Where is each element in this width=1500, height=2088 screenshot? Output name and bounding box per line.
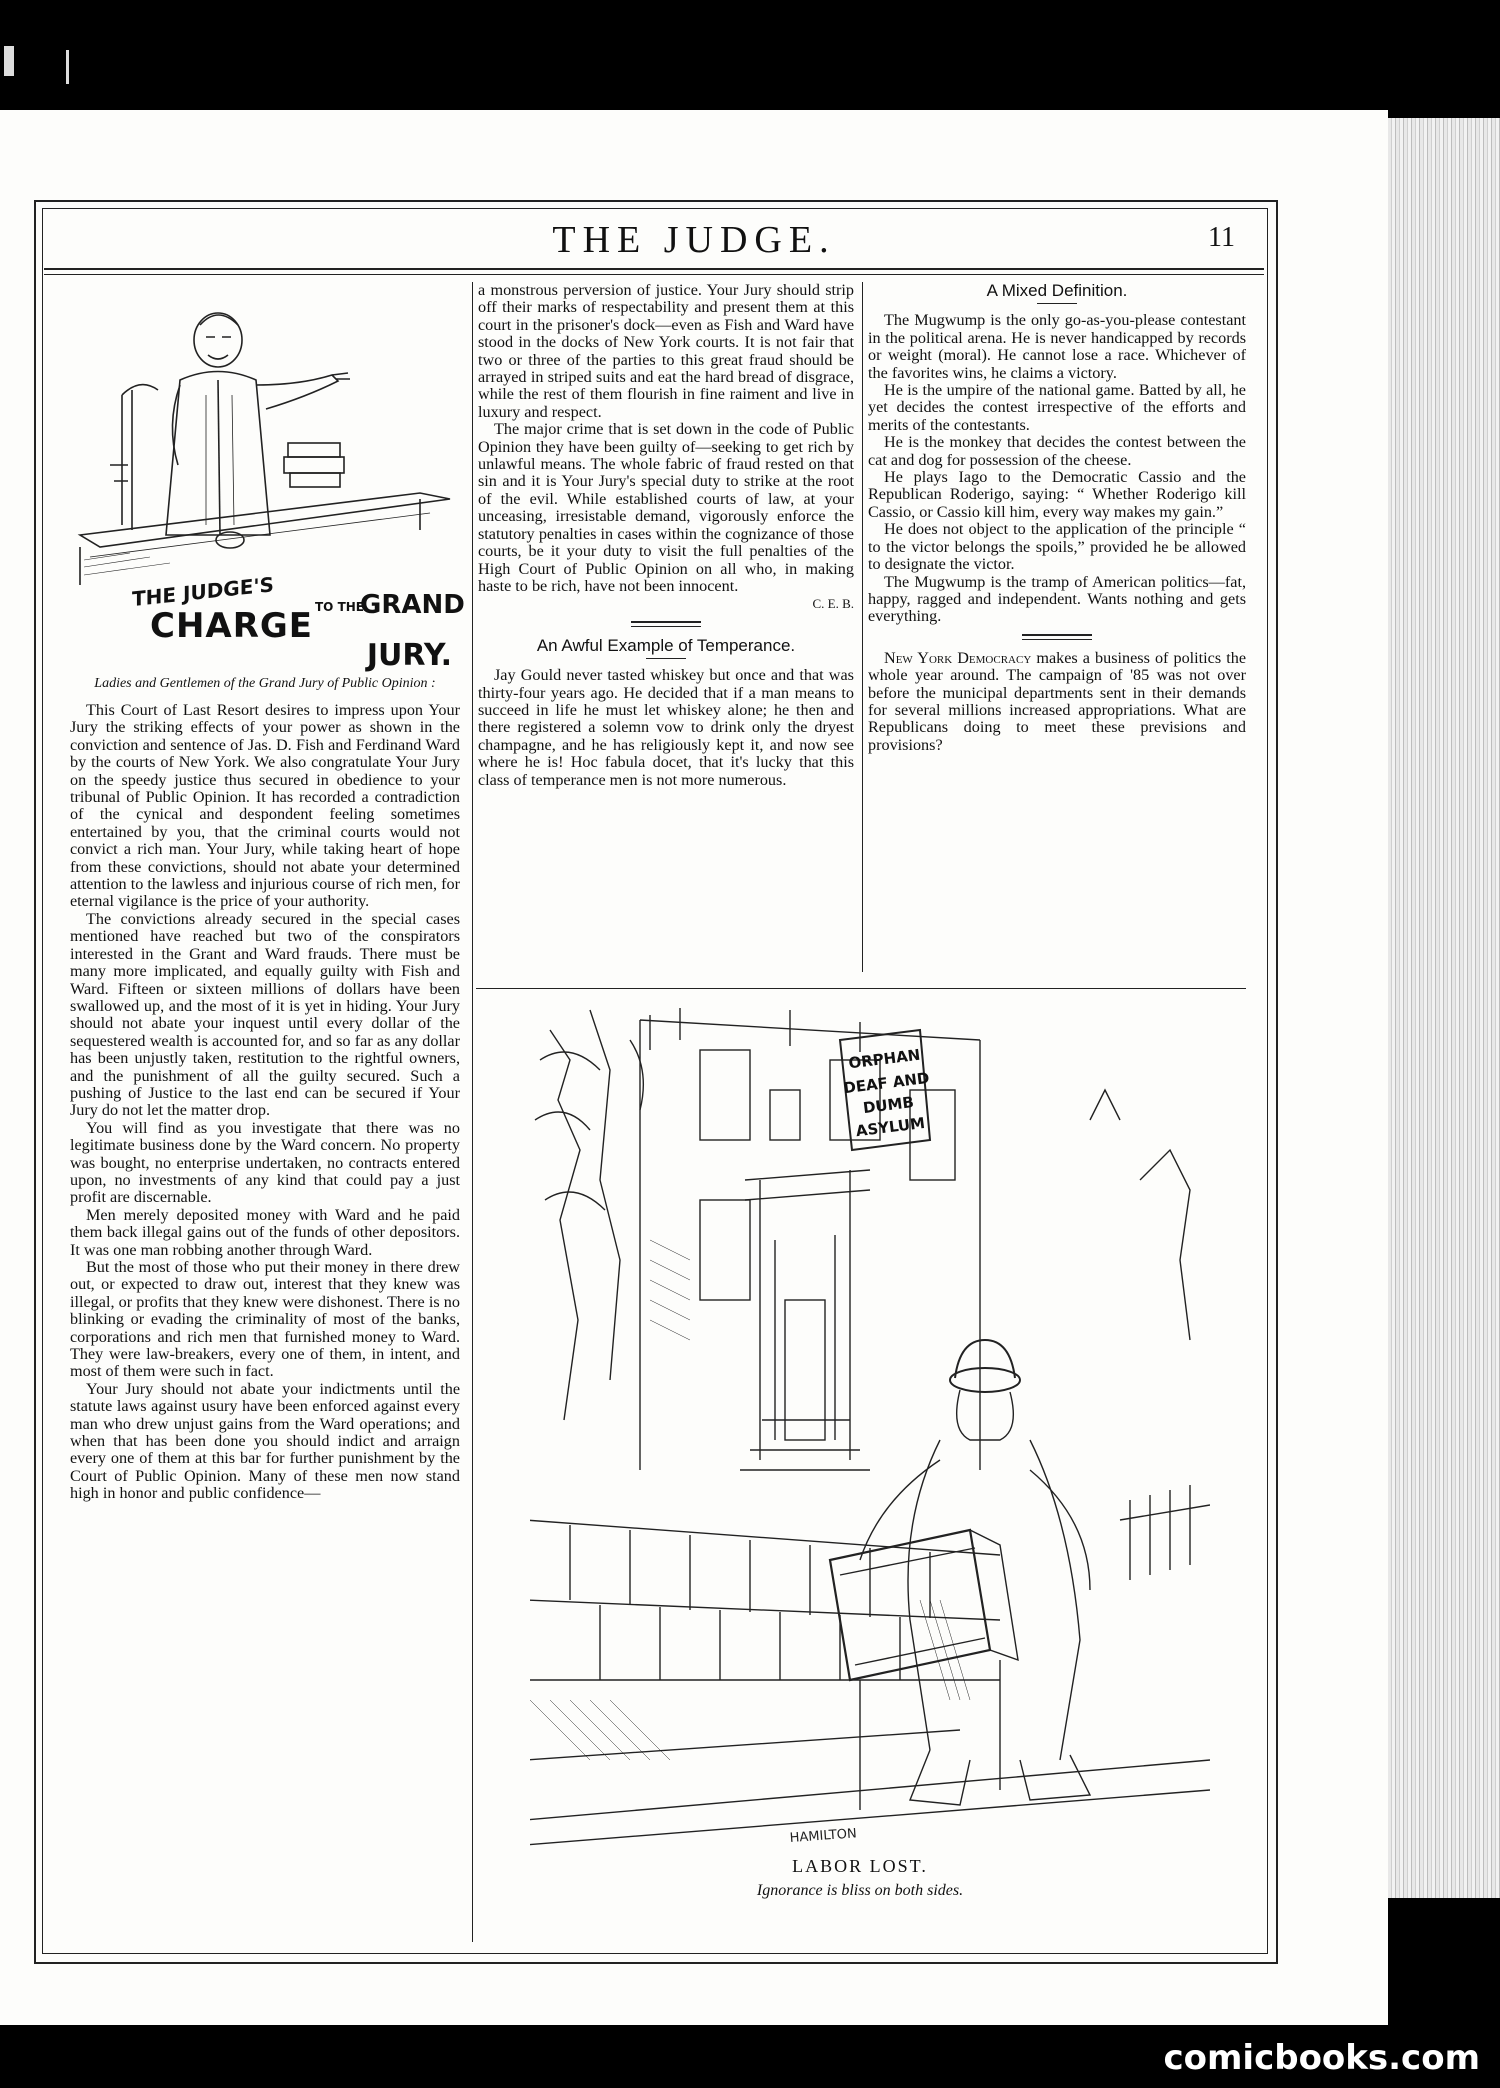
salutation: Ladies and Gentlemen of the Grand Jury of Public Opinion : [94,676,436,691]
cartoon-title-to-the: TO THE [315,600,364,614]
section-title-mixed-definition: A Mixed Definition. [986,281,1128,300]
paragraph: The convictions already secured in the special cases mentioned have reached but two of the conspirators interested in the Grant and Ward frauds. There must be many more implicated, and equally guilty with Fish and Ward. Fifteen or sixteen millions of dollars have been swallowed up, and the most of it is yet in hiding. Your Jury should not abate your inquest until every dollar of the sequestered wealth is accounted for, and so far as any dollar has been unjustly taken, restitution to the rightful owners, and the punishment of all the guilty secured. Such a pushing of Justice to the last end can be secured if Your Jury do not let the matter drop. [70,909,460,1120]
header-rule [44,268,1264,270]
column-2 [478,282,854,789]
asylum-sign-text [842,1046,930,1140]
labor-lost-illustration [530,1000,1210,1850]
paragraph: Your Jury should not abate your indictments until the statute laws against usury have been enforced against every man who drew unjust gains from the Ward operations; and when that has been done you should indict and arraign every one of them at this bar for further punishment by the Court of Public Opinion. Many of these men now stand high in honor and public confidence— [70,1379,460,1503]
column-rule [862,282,863,972]
paragraph: The Mugwump is the tramp of American politics—fat, happy, ragged and independent. Wants nothing and gets everything. [868,572,1246,626]
section-divider [631,621,701,627]
author-initials: C. E. B. [812,596,854,612]
section-title-temperance: An Awful Example of Temperance. [536,635,796,655]
header-rule-thin [44,274,1264,275]
scan-artifact [4,46,14,76]
paragraph: He is the umpire of the national game. Batted by all, he yet decides the contest irrespective of the efforts and merits of the contestants. [868,381,1246,434]
paragraph: Jay Gould never tasted whiskey but once and that was thirty-four years ago. He decided that if a man means to succeed in life he must let whiskey alone; he then and there registered a solemn vow to drink only the dryest champagne, and he has religiously kept it, and now see where he is! Hoc fabula docet, that it's lucky that this class of temperance men is not more numerous. [478,666,854,789]
paragraph: Men merely deposited money with Ward and he paid them back illegal gains out of the funds of other depositors. It was one man robbing another through Ward. [70,1205,460,1259]
cartoon-title-charge: CHARGE [150,606,314,646]
book-page-edges [1388,118,1500,1898]
paragraph: This Court of Last Resort desires to impress upon Your Jury the striking effects of your power as shown in the conviction and sentence of Jas. D. Fish and Ferdinand Ward by the courts of New York. We also congratulate Your Jury on the speedy justice thus secured in obedience to your tribunal of Public Opinion. It has recorded a contradiction of the cynical and despondent feeling sometimes entertained by you, that the criminal courts would not convict a rich man. Your Jury, while taking heart of hope from these convictions, should not abate your determined attention to the lawless and injurious course of rich men, for eternal vigilance is the price of your authority. [70,701,460,911]
column-rule [472,282,473,1942]
masthead-title: THE JUDGE. [552,219,836,261]
sign-line: DEAF AND [842,1068,931,1098]
paragraph: The Mugwump is the only go-as-you-please contestant in the political arena. He is never handicapped by records or weight (moral). He cannot lose a race. Whichever of the favorites wins, he claims a victory. [868,311,1246,382]
paragraph: The major crime that is set down in the code of Public Opinion they have been guilty of—seeking to get rich by unlawful means. The whole fabric of fraud rested on that sin and it is Your Jury's special duty to strike at the root of the evil. While established courts of law, at your unceasing, irresistable demand, vigorously enforce the statutory penalties in cases within the cognizance of those courts, be it your duty to visit the full penalties of the High Court of Public Opinion on all who, in making haste to be rich, have not been innocent. [478,420,854,595]
sign-line: ASYLUM [854,1113,926,1141]
illustration-caption-title: LABOR LOST. [792,1856,928,1876]
paragraph: He plays Iago to the Democratic Cassio and the Republican Roderigo, saying: “ Whether Roderigo kill Cassio, or Cassio kill him, every way makes my gain.” [868,468,1246,521]
artist-signature: HAMILTON [789,1826,858,1846]
scan-artifact [66,50,69,84]
illustration-caption-subtitle: Ignorance is bliss on both sides. [756,1882,964,1899]
democracy-lead: New York Democracy [884,648,1032,667]
paragraph: You will find as you investigate that there was no legitimate business done by the Ward concern. No property was bought, no enterprise undertaken, no contracts entered upon, no investments of any kind that could pay a just profit are discernable. [70,1118,460,1207]
watermark: comicbooks.com [1163,2038,1480,2078]
paragraph: But the most of those who put their money in there drew out, or expected to draw out, interest that they knew was illegal, or profits that they knew were dishonest. There is no blinking or evading the criminality of most of the banks, corporations and rich men that furnished money to Ward. They were law-breakers, every one of them, in intent, and most of them were such in fact. [70,1258,460,1381]
title-underline [1037,303,1077,304]
page-number: 11 [1208,222,1235,253]
scanner-background [0,0,1500,110]
column-3 [868,282,1246,754]
judge-cartoon-title [110,570,480,673]
paragraph: a monstrous perversion of justice. Your Jury should strip off their marks of respectability and present them at this court in the prisoner's dock—even as Fish and Ward have stood in the docks of New York courts. It is not fair that two or three of the parties to this great fraud should be arrayed in striped suits and eat the hard bread of disgrace, while the rest of them flourish in fine raiment and live in luxury and respect. [478,281,854,421]
democracy-text: makes a business of politics the whole year around. The campaign of '85 was not over before the municipal departments sent in their demands for several millions increased appropriations. What are Republicans doing to meet these previsions and provisions? [868,648,1247,754]
cartoon-title-jury: JURY. [366,638,452,673]
illustration-top-rule [476,988,1246,989]
sign-line: ORPHAN [847,1045,922,1073]
paragraph: He does not object to the application of the principle “ to the victor belongs the spoils,” provided he be allowed to designate the victor. [868,520,1246,574]
title-underline [646,658,686,659]
paragraph-democracy [868,650,1246,754]
section-divider [1022,634,1092,640]
paragraph: He is the monkey that decides the contest between the cat and dog for possession of the cheese. [868,433,1246,469]
cartoon-title-line1: THE JUDGE'S [132,572,274,612]
column-1 [70,676,460,1503]
cartoon-title-grand: GRAND [360,590,465,620]
sign-line: DUMB [861,1092,915,1118]
